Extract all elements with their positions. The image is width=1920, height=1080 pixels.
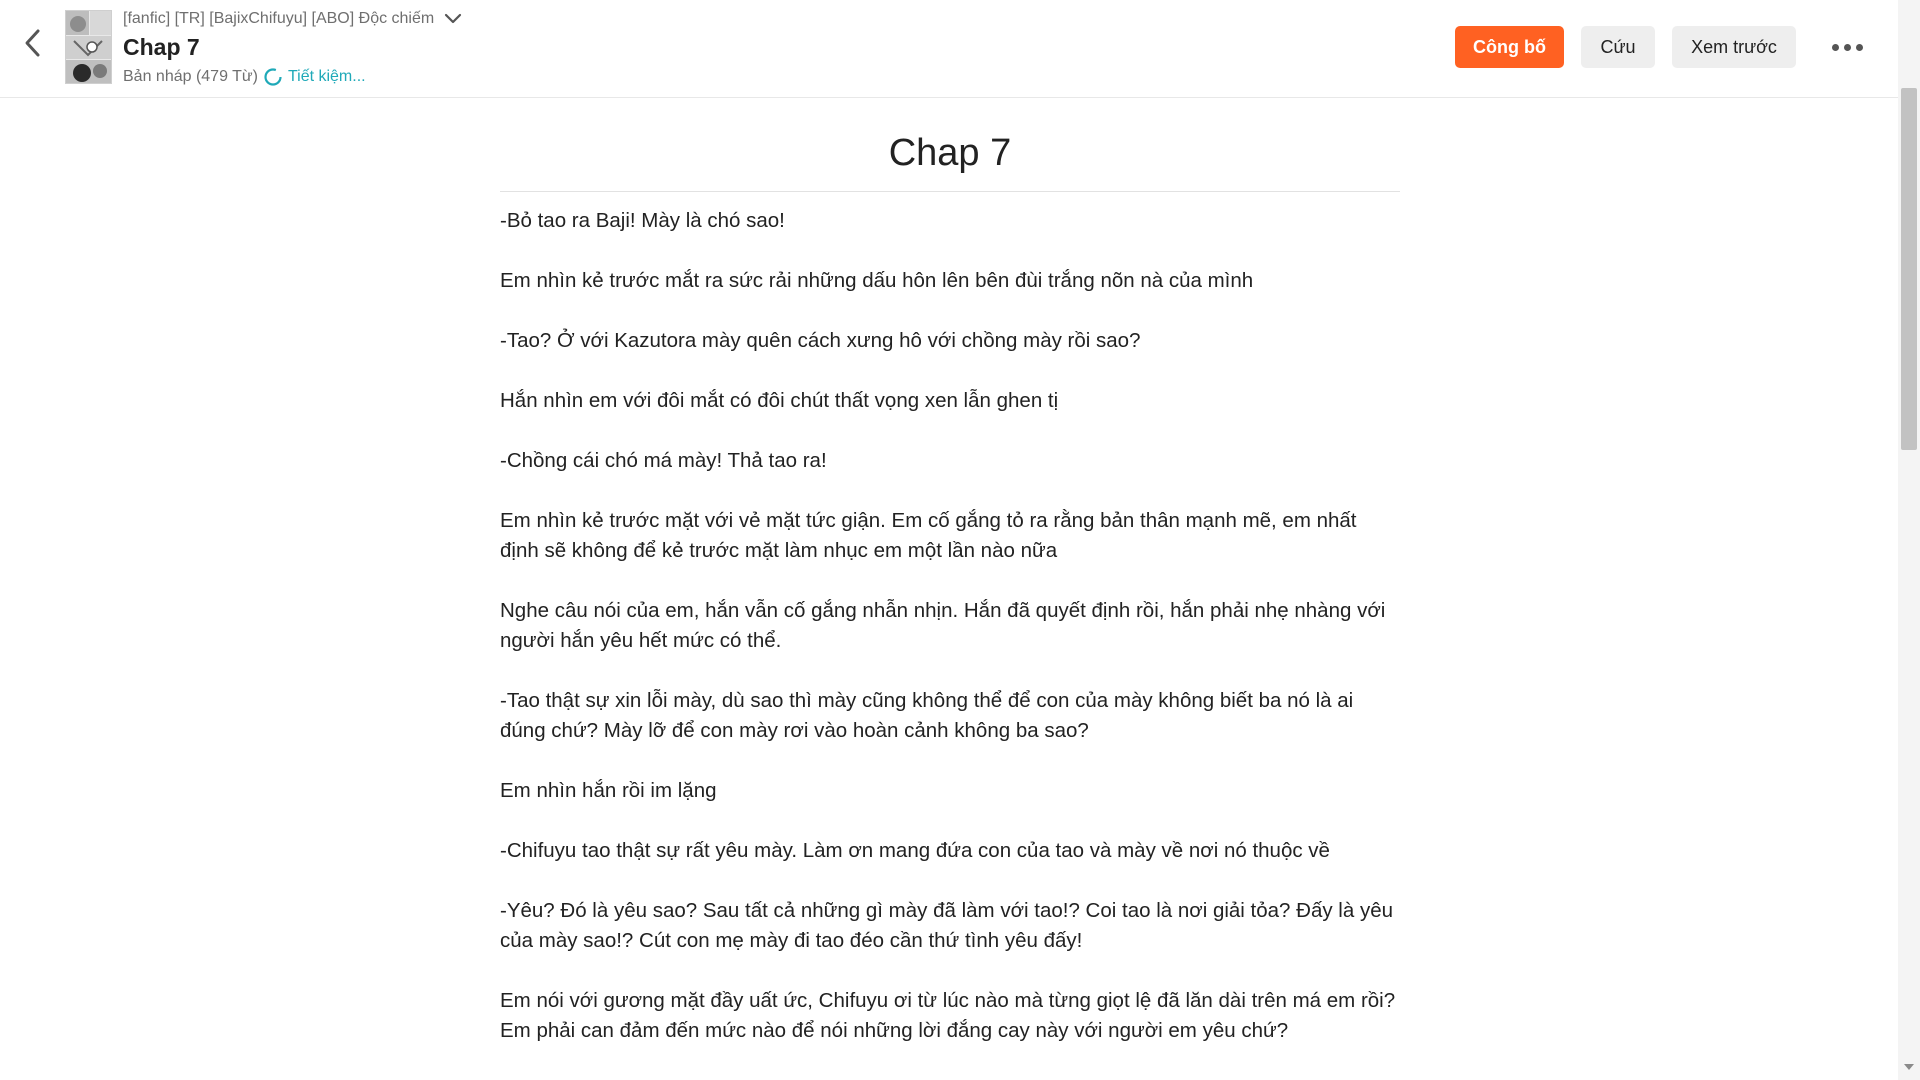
preview-button[interactable]: Xem trước [1672,26,1796,68]
part-title: Chap 7 [123,34,200,60]
paragraph[interactable]: -Chifuyu tao thật sự rất yêu mày. Làm ơn mang đứa con của tao và mày về nơi nó thuộc về [500,839,1330,862]
paragraph[interactable]: -Chồng cái chó má mày! Thả tao ra! [500,449,827,472]
chevron-left-icon [23,28,41,58]
paragraph[interactable]: Hắn nhìn em với đôi mắt có đôi chút thất vọng xen lẫn ghen tị [500,389,1059,412]
paragraph[interactable]: Em nhìn kẻ trước mặt với vẻ mặt tức giận. Em cố gắng tỏ ra rằng bản thân mạnh mẽ, em nhất định sẽ không để kẻ trước mặt làm nhục em một lần nào nữa [500,509,1357,562]
editor-header [0,0,1898,98]
paragraph[interactable]: Em nhìn hắn rồi im lặng [500,779,717,802]
paragraph[interactable]: Nghe câu nói của em, hắn vẫn cố gắng nhẫn nhịn. Hắn đã quyết định rồi, hắn phải nhẹ nhàng với người hắn yêu hết mức có thể. [500,599,1386,652]
paragraph[interactable]: Em nhìn kẻ trước mắt ra sức rải những dấu hôn lên bên đùi trắng nõn nà của mình [500,269,1254,292]
story-selector[interactable] [123,10,462,28]
paragraph[interactable]: -Yêu? Đó là yêu sao? Sau tất cả những gì mày đã làm với tao!? Coi tao là nơi giải tỏa? Đấy là yêu của mày sao!? Cút con mẹ mày đi tao đéo cần thứ tình yêu đấy! [500,899,1394,952]
word-count-status: Bản nháp (479 Từ) [123,68,258,85]
save-button[interactable]: Cứu [1581,26,1655,68]
paragraph[interactable]: Em nói với gương mặt đầy uất ức, Chifuyu ơi từ lúc nào mà từng giọt lệ đã lăn dài trên má em rồi? Em phải can đảm đến mức nào để nói những lời đắng cay này với người em yêu chứ? [500,989,1396,1042]
loading-spinner-icon [263,67,283,87]
chapter-body-editor[interactable] [500,192,1400,1046]
paragraph[interactable]: -Tao thật sự xin lỗi mày, dù sao thì mày cũng không thể để con của mày không biết ba nó là ai đúng chứ? Mày lỡ để con mày rơi vào hoàn cảnh không ba sao? [500,689,1354,742]
more-horizontal-icon [1832,44,1839,51]
story-info [123,10,462,87]
saving-indicator: Tiết kiệm... [287,68,366,85]
more-options-button[interactable] [1824,30,1870,64]
scrollbar-thumb[interactable] [1901,88,1917,450]
publish-button[interactable]: Công bố [1455,26,1564,68]
paragraph[interactable]: -Tao? Ở với Kazutora mày quên cách xưng hô với chồng mày rồi sao? [500,329,1141,352]
chevron-down-icon [444,13,462,25]
page-scrollbar[interactable] [1898,0,1920,1080]
paragraph[interactable]: -Bỏ tao ra Baji! Mày là chó sao! [500,209,785,232]
story-title: [fanfic] [TR] [BajixChifuyu] [ABO] Độc chiếm [123,10,435,27]
story-editor [500,98,1400,1076]
draft-status [123,67,462,87]
story-cover-image [65,10,112,84]
chapter-title-input[interactable]: Chap 7 [500,98,1400,192]
back-button[interactable] [16,22,48,64]
scroll-down-arrow-icon[interactable] [1904,1064,1914,1070]
